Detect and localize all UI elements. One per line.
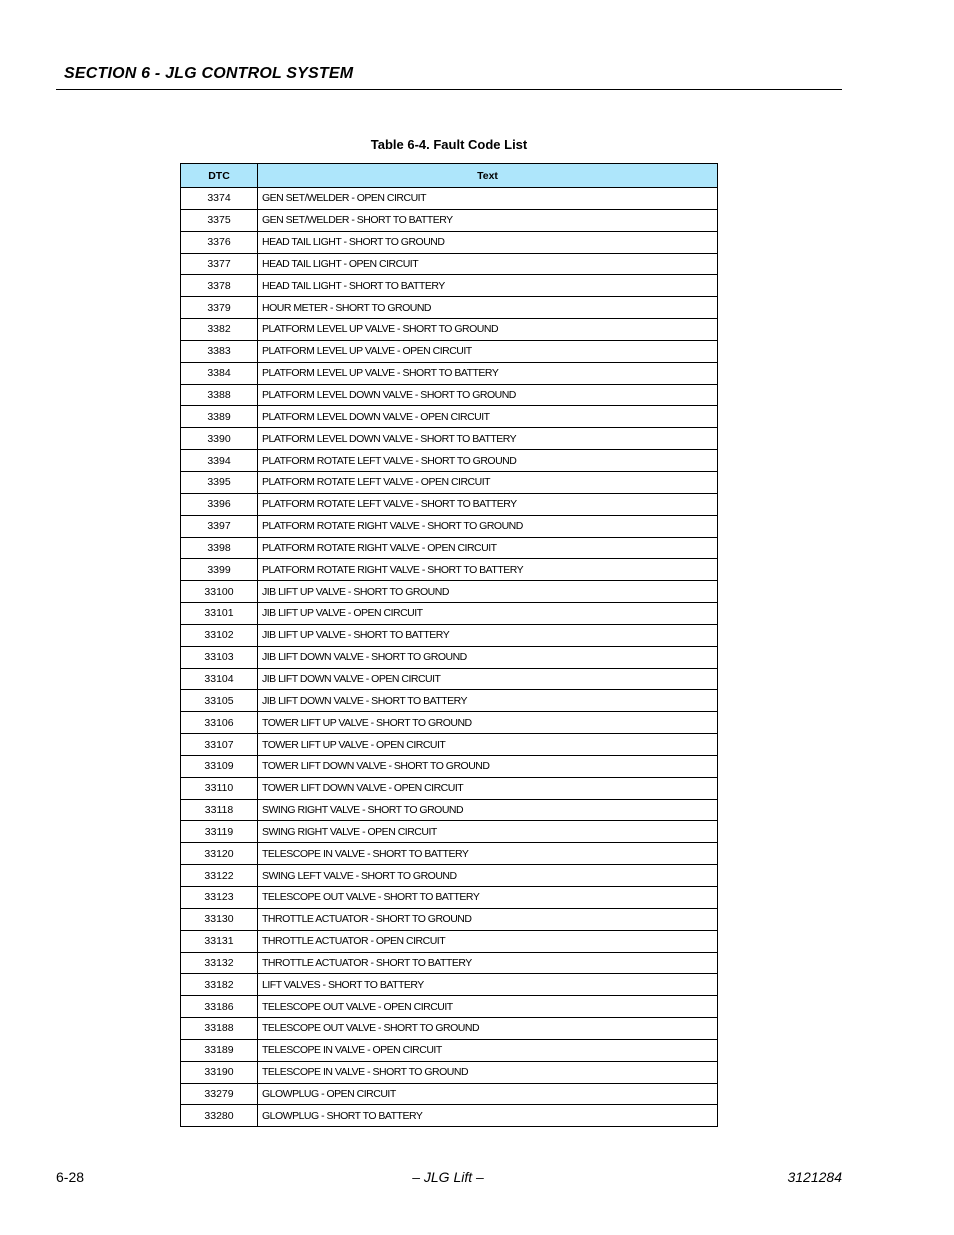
dtc-cell: 33106 — [181, 712, 258, 734]
table-row — [181, 559, 718, 581]
table-row — [181, 821, 718, 843]
dtc-cell: 3396 — [181, 493, 258, 515]
dtc-cell: 3377 — [181, 253, 258, 275]
fault-text-cell: TELESCOPE IN VALVE - SHORT TO GROUND — [258, 1061, 718, 1083]
fault-text-cell: JIB LIFT DOWN VALVE - SHORT TO BATTERY — [258, 690, 718, 712]
dtc-cell: 33130 — [181, 908, 258, 930]
table-row — [181, 1083, 718, 1105]
dtc-cell: 33132 — [181, 952, 258, 974]
dtc-cell: 3388 — [181, 384, 258, 406]
dtc-cell: 3394 — [181, 450, 258, 472]
dtc-cell: 33123 — [181, 887, 258, 909]
fault-text-cell: PLATFORM ROTATE LEFT VALVE - SHORT TO GROUND — [258, 450, 718, 472]
column-header-dtc: DTC — [181, 164, 258, 188]
dtc-cell: 3374 — [181, 188, 258, 210]
dtc-cell: 33120 — [181, 843, 258, 865]
table-row — [181, 1039, 718, 1061]
fault-text-cell: TOWER LIFT DOWN VALVE - SHORT TO GROUND — [258, 755, 718, 777]
dtc-cell: 33190 — [181, 1061, 258, 1083]
dtc-cell: 33109 — [181, 755, 258, 777]
dtc-cell: 33102 — [181, 624, 258, 646]
fault-text-cell: JIB LIFT UP VALVE - SHORT TO GROUND — [258, 581, 718, 603]
fault-text-cell: HOUR METER - SHORT TO GROUND — [258, 297, 718, 319]
fault-text-cell: PLATFORM LEVEL DOWN VALVE - OPEN CIRCUIT — [258, 406, 718, 428]
table-row — [181, 843, 718, 865]
table-row — [181, 799, 718, 821]
table-title: Table 6-4. Fault Code List — [370, 137, 528, 152]
table-row — [181, 712, 718, 734]
fault-text-cell: PLATFORM ROTATE LEFT VALVE - OPEN CIRCUIT — [258, 471, 718, 493]
dtc-cell: 3397 — [181, 515, 258, 537]
dtc-cell: 33100 — [181, 581, 258, 603]
section-title: SECTION 6 - JLG CONTROL SYSTEM — [64, 65, 354, 82]
dtc-cell: 33186 — [181, 996, 258, 1018]
dtc-cell: 33105 — [181, 690, 258, 712]
table-row — [181, 515, 718, 537]
fault-code-table — [180, 163, 718, 1127]
table-row — [181, 690, 718, 712]
dtc-cell: 3378 — [181, 275, 258, 297]
table-row — [181, 930, 718, 952]
column-header-text: Text — [258, 164, 718, 188]
fault-text-cell: THROTTLE ACTUATOR - SHORT TO BATTERY — [258, 952, 718, 974]
table-row — [181, 777, 718, 799]
table-row — [181, 319, 718, 341]
table-row — [181, 887, 718, 909]
fault-text-cell: JIB LIFT UP VALVE - SHORT TO BATTERY — [258, 624, 718, 646]
table-row — [181, 428, 718, 450]
header-divider — [56, 89, 842, 90]
fault-text-cell: PLATFORM LEVEL DOWN VALVE - SHORT TO GROUND — [258, 384, 718, 406]
fault-text-cell: SWING RIGHT VALVE - OPEN CIRCUIT — [258, 821, 718, 843]
fault-text-cell: TOWER LIFT DOWN VALVE - OPEN CIRCUIT — [258, 777, 718, 799]
table-row — [181, 952, 718, 974]
table-row — [181, 624, 718, 646]
footer-brand: – JLG Lift – — [412, 1169, 484, 1185]
fault-text-cell: HEAD TAIL LIGHT - SHORT TO BATTERY — [258, 275, 718, 297]
dtc-cell: 3375 — [181, 209, 258, 231]
fault-text-cell: PLATFORM ROTATE RIGHT VALVE - OPEN CIRCUIT — [258, 537, 718, 559]
fault-text-cell: SWING LEFT VALVE - SHORT TO GROUND — [258, 865, 718, 887]
table-row — [181, 297, 718, 319]
dtc-cell: 33101 — [181, 603, 258, 625]
table-row — [181, 1061, 718, 1083]
dtc-cell: 33103 — [181, 646, 258, 668]
fault-text-cell: TOWER LIFT UP VALVE - SHORT TO GROUND — [258, 712, 718, 734]
dtc-cell: 3379 — [181, 297, 258, 319]
document-number: 3121284 — [787, 1169, 842, 1185]
dtc-cell: 3395 — [181, 471, 258, 493]
table-header-row — [181, 164, 718, 188]
table-row — [181, 209, 718, 231]
fault-text-cell: GEN SET/WELDER - OPEN CIRCUIT — [258, 188, 718, 210]
table-body — [181, 188, 718, 1127]
dtc-cell: 33107 — [181, 734, 258, 756]
fault-text-cell: LIFT VALVES - SHORT TO BATTERY — [258, 974, 718, 996]
fault-text-cell: PLATFORM LEVEL DOWN VALVE - SHORT TO BATTERY — [258, 428, 718, 450]
fault-text-cell: SWING RIGHT VALVE - SHORT TO GROUND — [258, 799, 718, 821]
fault-text-cell: PLATFORM ROTATE RIGHT VALVE - SHORT TO GROUND — [258, 515, 718, 537]
table-row — [181, 755, 718, 777]
fault-text-cell: PLATFORM LEVEL UP VALVE - SHORT TO GROUND — [258, 319, 718, 341]
fault-text-cell: JIB LIFT DOWN VALVE - SHORT TO GROUND — [258, 646, 718, 668]
dtc-cell: 33104 — [181, 668, 258, 690]
dtc-cell: 3384 — [181, 362, 258, 384]
dtc-cell: 33118 — [181, 799, 258, 821]
fault-text-cell: TELESCOPE OUT VALVE - OPEN CIRCUIT — [258, 996, 718, 1018]
dtc-cell: 3383 — [181, 340, 258, 362]
fault-text-cell: JIB LIFT UP VALVE - OPEN CIRCUIT — [258, 603, 718, 625]
dtc-cell: 33279 — [181, 1083, 258, 1105]
table-row — [181, 537, 718, 559]
table-row — [181, 1018, 718, 1040]
table-row — [181, 581, 718, 603]
fault-text-cell: TELESCOPE IN VALVE - SHORT TO BATTERY — [258, 843, 718, 865]
dtc-cell: 33122 — [181, 865, 258, 887]
table-row — [181, 1105, 718, 1127]
dtc-cell: 3389 — [181, 406, 258, 428]
table-row — [181, 603, 718, 625]
fault-text-cell: GEN SET/WELDER - SHORT TO BATTERY — [258, 209, 718, 231]
table-row — [181, 865, 718, 887]
table-row — [181, 471, 718, 493]
fault-text-cell: TELESCOPE IN VALVE - OPEN CIRCUIT — [258, 1039, 718, 1061]
table-row — [181, 362, 718, 384]
fault-text-cell: THROTTLE ACTUATOR - OPEN CIRCUIT — [258, 930, 718, 952]
table-row — [181, 734, 718, 756]
table-row — [181, 384, 718, 406]
fault-text-cell: HEAD TAIL LIGHT - SHORT TO GROUND — [258, 231, 718, 253]
dtc-cell: 33131 — [181, 930, 258, 952]
table-row — [181, 275, 718, 297]
dtc-cell: 3398 — [181, 537, 258, 559]
dtc-cell: 33182 — [181, 974, 258, 996]
page-number: 6-28 — [56, 1169, 85, 1185]
table-row — [181, 450, 718, 472]
dtc-cell: 3382 — [181, 319, 258, 341]
dtc-cell: 33119 — [181, 821, 258, 843]
fault-text-cell: TELESCOPE OUT VALVE - SHORT TO BATTERY — [258, 887, 718, 909]
table-row — [181, 974, 718, 996]
fault-text-cell: HEAD TAIL LIGHT - OPEN CIRCUIT — [258, 253, 718, 275]
table-row — [181, 908, 718, 930]
fault-text-cell: PLATFORM ROTATE RIGHT VALVE - SHORT TO BATTERY — [258, 559, 718, 581]
dtc-cell: 33188 — [181, 1018, 258, 1040]
table-row — [181, 493, 718, 515]
table-row — [181, 996, 718, 1018]
dtc-cell: 33280 — [181, 1105, 258, 1127]
table-row — [181, 406, 718, 428]
fault-text-cell: PLATFORM ROTATE LEFT VALVE - SHORT TO BATTERY — [258, 493, 718, 515]
dtc-cell: 3390 — [181, 428, 258, 450]
fault-text-cell: GLOWPLUG - OPEN CIRCUIT — [258, 1083, 718, 1105]
dtc-cell: 33110 — [181, 777, 258, 799]
table-row — [181, 340, 718, 362]
fault-text-cell: TOWER LIFT UP VALVE - OPEN CIRCUIT — [258, 734, 718, 756]
fault-text-cell: GLOWPLUG - SHORT TO BATTERY — [258, 1105, 718, 1127]
dtc-cell: 3399 — [181, 559, 258, 581]
table-row — [181, 253, 718, 275]
fault-text-cell: THROTTLE ACTUATOR - SHORT TO GROUND — [258, 908, 718, 930]
fault-text-cell: JIB LIFT DOWN VALVE - OPEN CIRCUIT — [258, 668, 718, 690]
fault-text-cell: TELESCOPE OUT VALVE - SHORT TO GROUND — [258, 1018, 718, 1040]
fault-text-cell: PLATFORM LEVEL UP VALVE - OPEN CIRCUIT — [258, 340, 718, 362]
table-row — [181, 646, 718, 668]
dtc-cell: 33189 — [181, 1039, 258, 1061]
table-row — [181, 231, 718, 253]
table-row — [181, 188, 718, 210]
table-row — [181, 668, 718, 690]
dtc-cell: 3376 — [181, 231, 258, 253]
fault-text-cell: PLATFORM LEVEL UP VALVE - SHORT TO BATTERY — [258, 362, 718, 384]
